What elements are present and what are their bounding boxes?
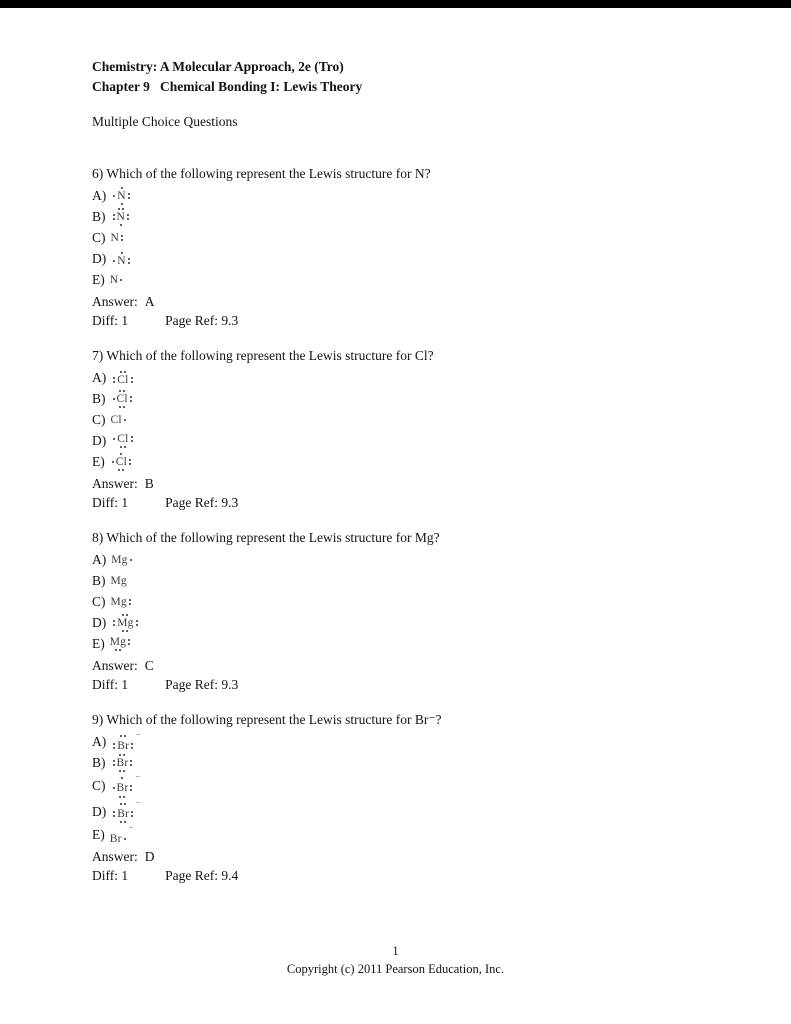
right-electron-dots [119,235,125,241]
electron-dot [128,643,130,645]
electron-dot [113,620,115,622]
answer-value: C [144,658,154,674]
bottom-electron-dots [120,820,126,824]
right-electron-dots [127,459,133,465]
electron-dot [122,208,124,210]
page-ref: Page Ref: 9.3 [165,495,239,511]
answer-option [92,186,731,206]
electron-dot [113,377,115,379]
electron-dot [124,838,126,840]
electron-dot [118,208,120,210]
option-label: E) [92,272,105,288]
electron-dot [124,446,126,448]
difficulty-line [92,312,731,330]
option-label: D) [92,615,107,631]
element-symbol: Mg [109,636,127,649]
answer-label: Answer: [92,476,138,492]
element-symbol: Cl [116,393,128,406]
lewis-structure [110,636,132,652]
answer-option [92,207,731,227]
bottom-electron-dots [122,629,128,633]
option-label: D) [92,251,107,267]
electron-dot [113,760,115,762]
lewis-structure [110,452,133,472]
electron-dot [131,381,133,383]
electron-dot [123,796,125,798]
electron-dot [113,787,115,789]
electron-dot [130,396,132,398]
electron-dot [129,603,131,605]
element-symbol: N [109,274,119,287]
electron-dot [128,639,130,641]
right-electron-dots [128,559,134,561]
answer-label: Answer: [92,848,138,864]
electron-dot [130,559,132,561]
answer-label: Answer: [92,658,138,674]
electron-dot [131,815,133,817]
electron-dot [120,803,122,805]
answer-value: A [144,294,155,310]
bottom-electron-dots [120,223,122,227]
electron-dot [113,218,115,220]
top-electron-dots [120,802,126,806]
right-electron-dots [126,193,132,199]
electron-dot [124,419,126,421]
charge-superscript: − [135,772,140,782]
electron-dot [120,371,122,373]
top-electron-dots [120,734,126,738]
difficulty-line [92,676,731,694]
lewis-structure [111,753,135,773]
lewis-structure [111,433,134,449]
electron-dot [131,440,133,442]
option-label: D) [92,803,107,819]
electron-dot [112,461,114,463]
electron-dot [119,406,121,408]
electron-dot [124,803,126,805]
electron-dot [121,252,123,254]
option-label: D) [92,433,107,449]
charge-superscript: − [128,822,134,832]
electron-dot [120,224,122,226]
element-symbol: N [117,190,126,202]
answer-option [92,753,731,773]
page-ref: Page Ref: 9.3 [165,313,239,329]
right-electron-dots [126,258,132,264]
element-symbol: Br [117,740,130,753]
element-symbol: N [117,255,126,268]
option-label: C) [92,778,106,794]
electron-dot [120,453,122,455]
scan-artifact-top-bar [0,0,791,8]
charge-superscript: − [136,797,141,807]
answer-option [92,431,731,451]
electron-dot [120,446,122,448]
bottom-electron-dots [119,795,125,799]
electron-dot [119,649,121,651]
option-label: B) [92,573,106,589]
electron-dot [119,390,121,392]
electron-dot [121,239,123,241]
electron-dot [113,747,115,749]
answer-value: B [144,476,154,492]
electron-dot [124,735,126,737]
electron-dot [131,811,133,813]
electron-dot [121,777,123,779]
answer-option [92,822,731,845]
electron-dot [120,279,122,281]
electron-dot [119,754,121,756]
electron-dot [123,770,125,772]
electron-dot [131,436,133,438]
answer-option [92,452,731,472]
electron-dot [120,821,122,823]
option-label: E) [92,454,105,470]
electron-dot [129,459,131,461]
electron-dot [126,614,128,616]
electron-dot [119,796,121,798]
top-electron-dots [121,776,123,780]
question-block [92,165,731,330]
element-symbol: N [110,232,120,245]
question-text: 8) Which of the following represent the Lewis structure for Mg? [92,530,440,546]
electron-dot [113,811,115,813]
lewis-structure [111,414,128,426]
section-heading: Multiple Choice Questions [92,114,238,129]
lewis-structure [111,596,133,608]
right-electron-dots [128,396,134,402]
lewis-structure [111,732,139,752]
lewis-structure [111,774,139,798]
answer-option [92,571,731,591]
element-symbol: Br [117,807,130,820]
right-electron-dots [122,419,128,421]
electron-dot [130,785,132,787]
element-symbol: Cl [110,414,122,427]
lewis-structure [111,797,141,824]
page-footer [0,942,791,978]
answer-label: Answer: [92,294,138,310]
electron-dot [123,406,125,408]
right-electron-dots [118,279,124,281]
element-symbol: Br [116,782,129,795]
lewis-structure [111,613,139,633]
electron-dot [131,747,133,749]
answer-line [92,293,731,311]
option-label: E) [92,636,105,652]
electron-dot [131,377,133,379]
electron-dot [128,197,130,199]
lewis-structure [111,251,132,267]
electron-dot [113,195,115,197]
electron-dot [128,193,130,195]
bottom-electron-dots [115,648,121,652]
element-symbol: Mg [110,596,127,609]
electron-dot [123,754,125,756]
electron-dot [130,760,132,762]
option-label: A) [92,734,107,750]
electron-dot [118,469,120,471]
element-symbol: Br [109,832,122,845]
element-symbol: Cl [115,456,128,469]
electron-dot [123,390,125,392]
electron-dot [113,764,115,766]
element-symbol: Mg [110,575,127,588]
option-label: B) [92,755,106,771]
answer-option [92,774,731,798]
option-label: B) [92,209,106,225]
electron-dot [120,735,122,737]
electron-dot [113,381,115,383]
difficulty-line [92,494,731,512]
page-ref: Page Ref: 9.4 [165,867,239,883]
bottom-electron-dots [118,468,124,472]
lewis-structure [111,370,134,386]
option-label: E) [92,826,105,842]
right-electron-dots [122,838,128,840]
option-label: A) [92,370,107,386]
lewis-structure [111,575,127,587]
electron-dot [130,789,132,791]
electron-dot [113,398,115,400]
electron-dot [121,235,123,237]
element-symbol: Mg [111,554,128,567]
electron-dot [129,599,131,601]
electron-dot [122,614,124,616]
lewis-structure [110,274,125,286]
element-symbol: N [116,211,126,224]
electron-dot [127,214,129,216]
electron-dot [136,624,138,626]
lewis-structure [111,554,133,566]
option-label: A) [92,552,107,568]
question-block [92,529,731,694]
answer-line [92,848,731,866]
answer-option [92,550,731,570]
difficulty-value: Diff: 1 [92,313,129,329]
right-electron-dots [129,377,135,383]
electron-dot [126,630,128,632]
answer-option [92,249,731,269]
electron-dot [113,214,115,216]
lewis-structure [109,822,134,845]
bottom-electron-dots [119,405,125,409]
electron-dot [124,371,126,373]
lewis-structure [111,389,134,409]
electron-dot [121,203,123,205]
answer-option [92,613,731,633]
right-electron-dots [129,436,135,442]
right-electron-dots [128,785,134,791]
answer-line [92,475,731,493]
question-block [92,347,731,512]
option-label: A) [92,188,107,204]
electron-dot [115,649,117,651]
question-text: 6) Which of the following represent the Lewis structure for N? [92,166,431,181]
option-label: B) [92,391,106,407]
page-number: 1 [392,944,399,958]
answer-value: D [144,848,155,864]
right-electron-dots [134,620,140,626]
right-electron-dots [127,599,133,605]
electron-dot [128,258,130,260]
electron-dot [128,262,130,264]
electron-dot [113,743,115,745]
question-text: 9) Which of the following represent the Lewis structure for Br⁻? [92,712,442,728]
right-electron-dots [129,743,135,749]
electron-dot [130,400,132,402]
lewis-structure [111,186,132,206]
bottom-electron-dots [120,445,126,449]
element-symbol: Cl [117,374,129,387]
electron-dot [127,218,129,220]
option-label: C) [92,412,106,428]
option-label: C) [92,230,106,246]
option-label: C) [92,594,106,610]
lewis-structure [111,232,126,244]
electron-dot [113,815,115,817]
questions-list [92,165,731,885]
electron-dot [130,764,132,766]
answer-line [92,657,731,675]
answer-option [92,389,731,409]
element-symbol: Mg [117,617,134,630]
answer-option [92,797,731,824]
electron-dot [119,770,121,772]
difficulty-value: Diff: 1 [92,495,129,511]
bottom-electron-dots [121,202,123,206]
electron-dot [113,260,115,262]
right-electron-dots [125,214,131,220]
difficulty-line [92,867,731,885]
answer-option [92,368,731,388]
bottom-electron-dots [119,769,125,773]
electron-dot [129,463,131,465]
question-text: 7) Which of the following represent the Lewis structure for Cl? [92,348,434,364]
electron-dot [113,438,115,440]
answer-option [92,270,731,290]
right-electron-dots [129,811,135,817]
page-ref: Page Ref: 9.3 [165,677,239,693]
charge-superscript: − [136,730,141,740]
difficulty-value: Diff: 1 [92,867,129,883]
answer-option [92,732,731,752]
answer-option [92,634,731,654]
answer-option [92,410,731,430]
answer-option [92,592,731,612]
electron-dot [131,743,133,745]
right-electron-dots [128,760,134,766]
doc-chapter: Chapter 9 Chemical Bonding I: Lewis Theory [92,79,363,94]
electron-dot [121,187,123,189]
element-symbol: Cl [117,433,129,446]
difficulty-value: Diff: 1 [92,677,129,693]
electron-dot [124,821,126,823]
answer-option [92,228,731,248]
electron-dot [122,630,124,632]
electron-dot [113,624,115,626]
doc-title: Chemistry: A Molecular Approach, 2e (Tro) [92,59,344,74]
element-symbol: Br [116,757,129,770]
lewis-structure [111,207,132,227]
question-block [92,711,731,884]
electron-dot [122,469,124,471]
right-electron-dots [126,639,132,645]
electron-dot [136,620,138,622]
copyright-notice: Copyright (c) 2011 Pearson Education, Inc. [286,962,505,976]
